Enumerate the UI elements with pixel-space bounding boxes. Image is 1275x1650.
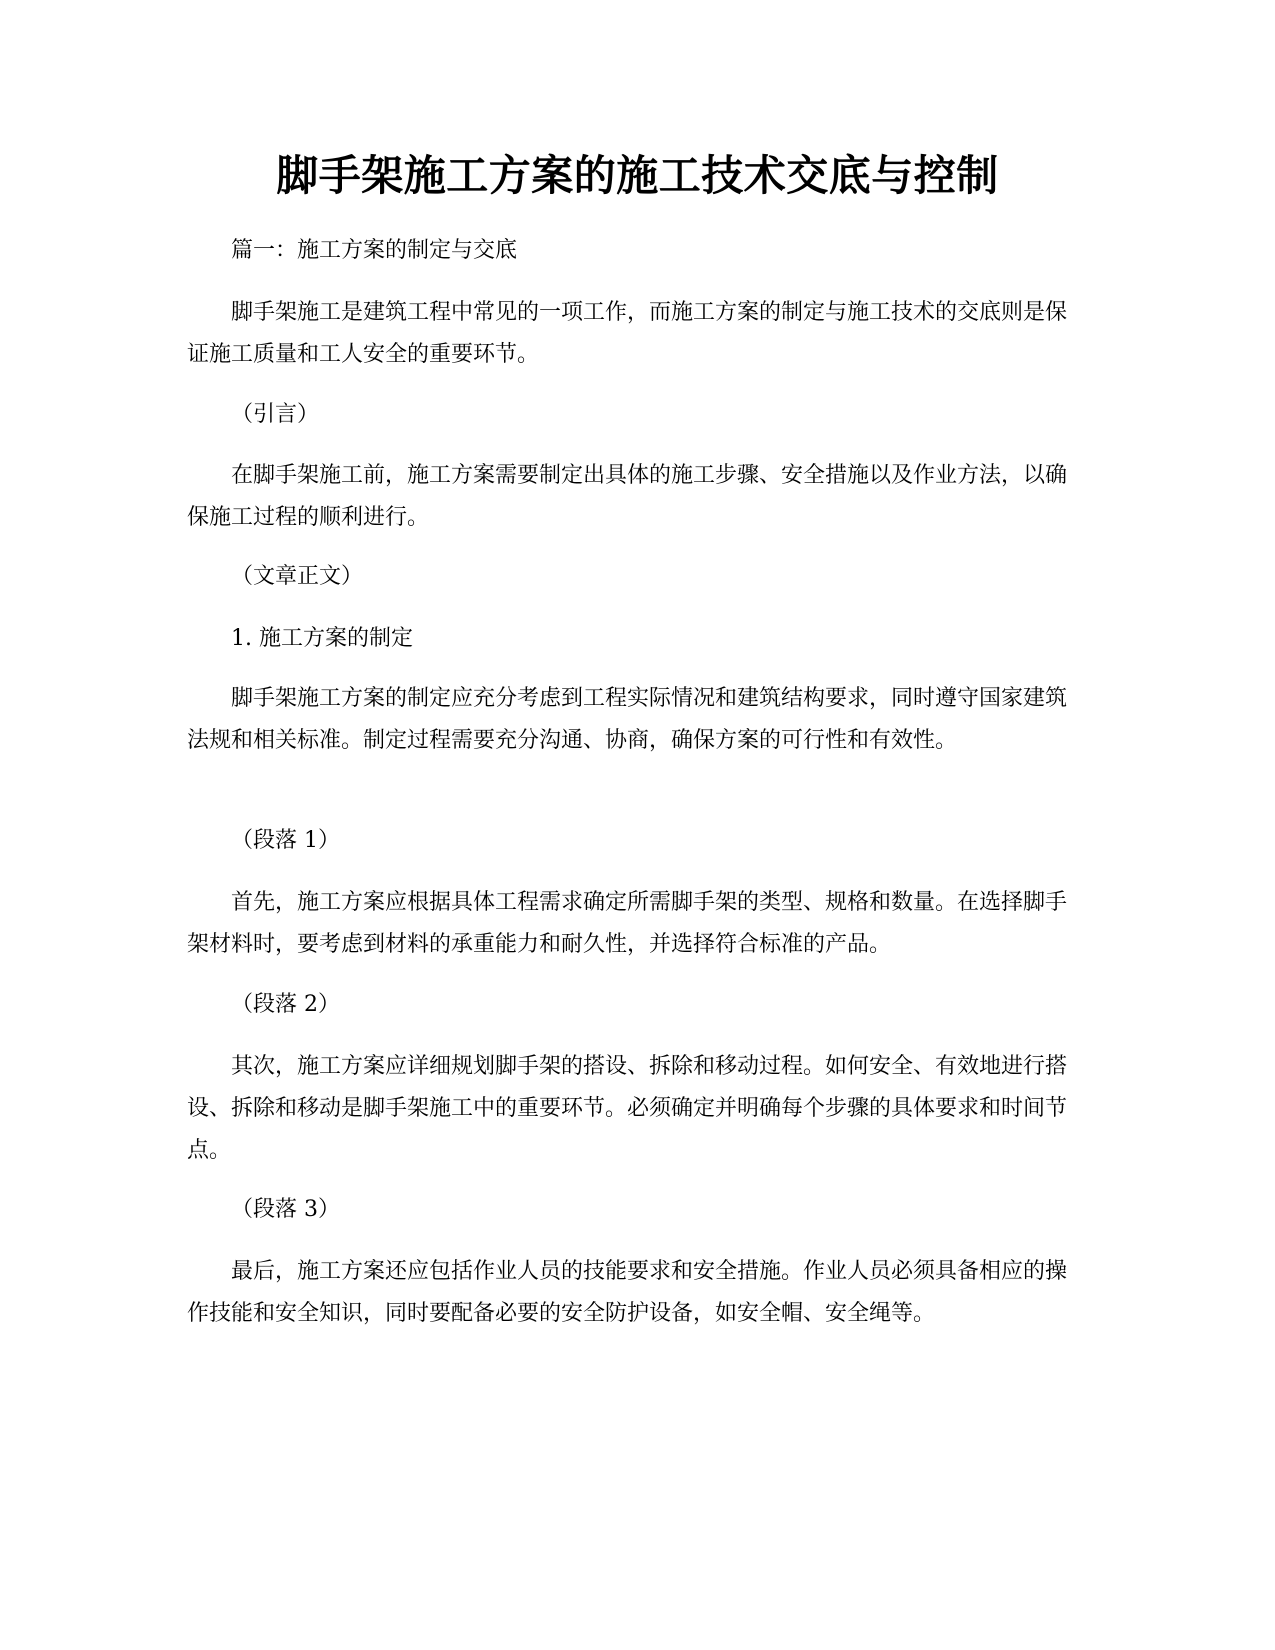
intro-text-paragraph: 在脚手架施工前，施工方案需要制定出具体的施工步骤、安全措施以及作业方法，以确保施工过程的顺利进行。	[187, 463, 1068, 530]
label-paragraph-2: （段落 2）	[231, 992, 340, 1017]
subheading-plan: 1. 施工方案的制定	[231, 626, 413, 651]
paragraph-1: 首先，施工方案应根据具体工程需求确定所需脚手架的类型、规格和数量。在选择脚手架材料时，要考虑到材料的承重能力和耐久性，并选择符合标准的产品。	[187, 890, 1068, 957]
paragraph-2: 其次，施工方案应详细规划脚手架的搭设、拆除和移动过程。如何安全、有效地进行搭设、拆除和移动是脚手架施工中的重要环节。必须确定并明确每个步骤的具体要求和时间节点。	[187, 1054, 1068, 1163]
label-body: （文章正文）	[231, 564, 364, 589]
label-intro: （引言）	[231, 402, 320, 427]
section-heading: 篇一：施工方案的制定与交底	[231, 238, 518, 263]
main-paragraph: 脚手架施工方案的制定应充分考虑到工程实际情况和建筑结构要求，同时遵守国家建筑法规和相关标准。制定过程需要充分沟通、协商，确保方案的可行性和有效性。	[187, 686, 1068, 753]
label-paragraph-3: （段落 3）	[231, 1197, 340, 1222]
intro-paragraph: 脚手架施工是建筑工程中常见的一项工作，而施工方案的制定与施工技术的交底则是保证施工质量和工人安全的重要环节。	[187, 300, 1068, 367]
paragraph-3: 最后，施工方案还应包括作业人员的技能要求和安全措施。作业人员必须具备相应的操作技能和安全知识，同时要配备必要的安全防护设备，如安全帽、安全绳等。	[187, 1259, 1068, 1326]
document-title: 脚手架施工方案的施工技术交底与控制	[276, 151, 999, 200]
label-paragraph-1: （段落 1）	[231, 828, 340, 853]
